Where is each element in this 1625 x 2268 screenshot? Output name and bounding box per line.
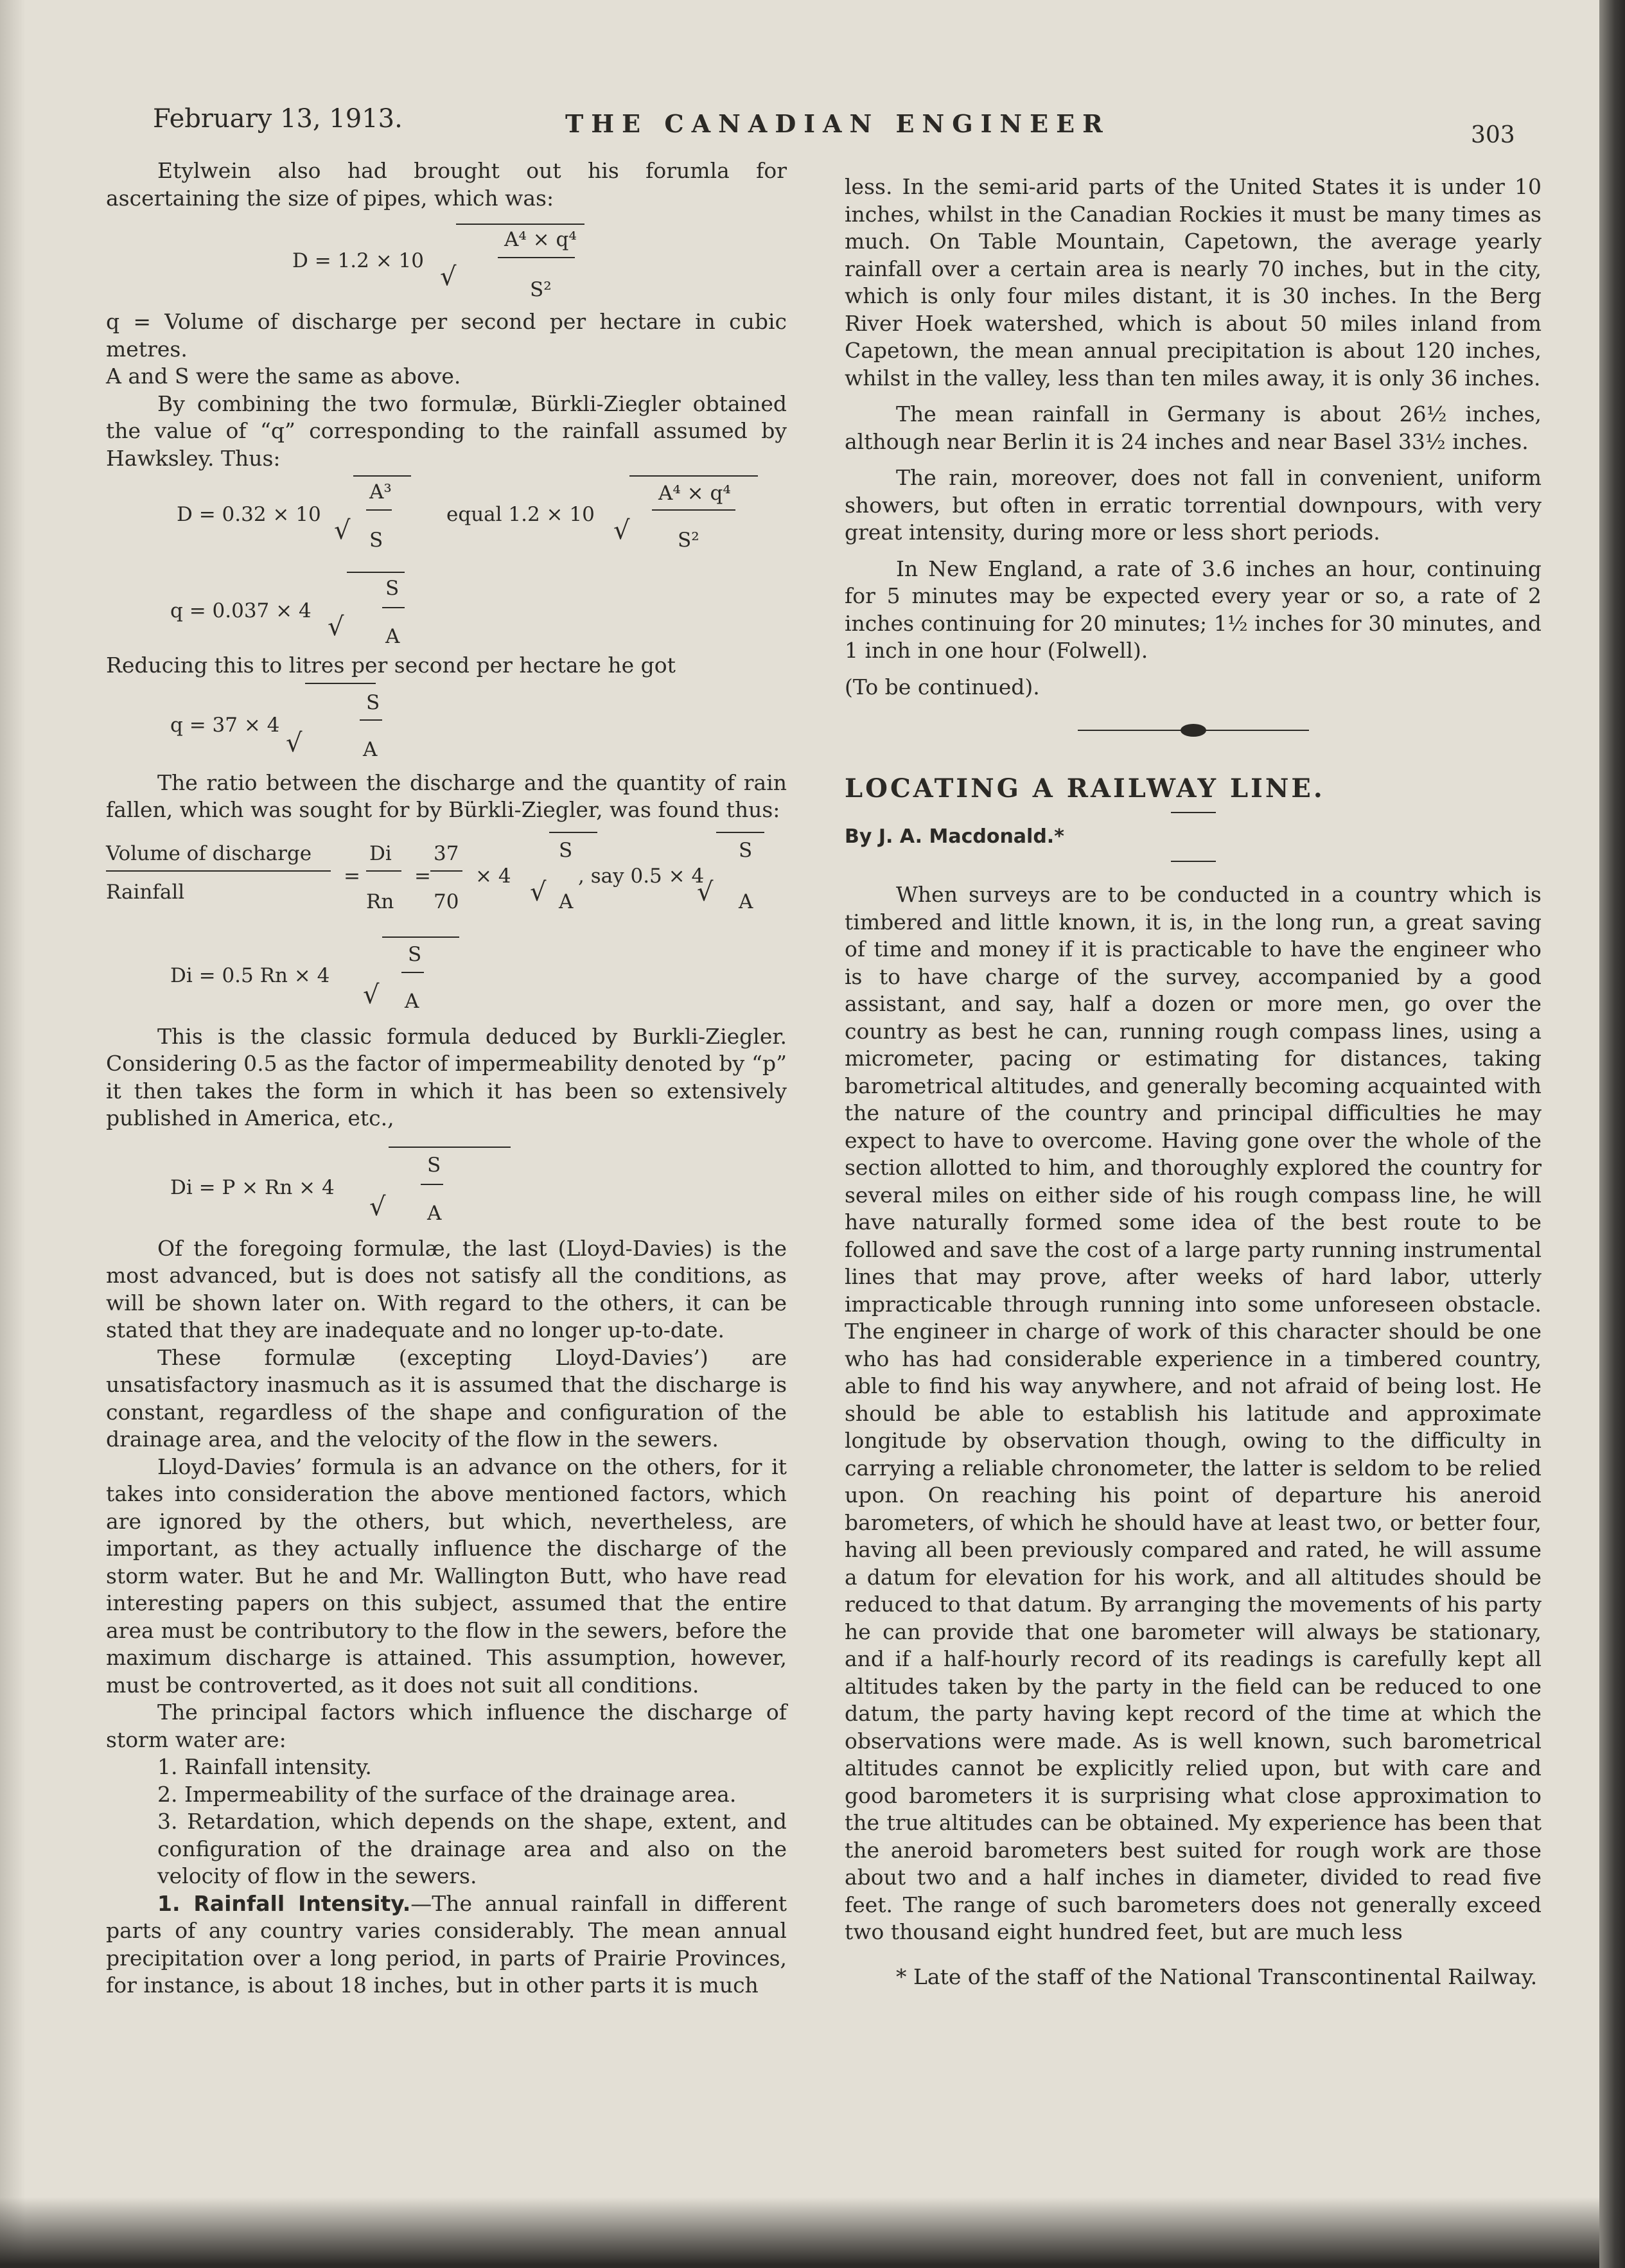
radical-bar xyxy=(629,475,758,477)
paragraph: Reducing this to litres per second per hectare he got xyxy=(106,653,676,678)
formula-denominator: A xyxy=(427,1201,442,1225)
formula-di-p xyxy=(106,1132,787,1235)
formula-S: S xyxy=(559,838,573,862)
to-be-continued: (To be continued). xyxy=(845,674,1040,699)
formula-lhs: D = 1.2 × 10 xyxy=(292,249,424,272)
section-heading: 1. Rainfall Intensity. xyxy=(157,1890,411,1916)
journal-title: THE CANADIAN ENGINEER xyxy=(565,109,1111,138)
formula-lhs: q = 37 × 4 xyxy=(170,713,280,737)
paragraph: The principal factors which influence the discharge of storm water are: xyxy=(106,1700,787,1752)
paragraph: q = Volume of discharge per second per hectare in cubic metres. xyxy=(106,309,787,362)
radical-bar xyxy=(456,224,584,225)
fraction-bar xyxy=(652,509,735,511)
radical-bar xyxy=(347,572,405,573)
paragraph: This is the classic formula deduced by Burkli-Ziegler. Considering 0.5 as the factor of impermeability denoted by “p” it then takes the form in which it has been so extensively published in America, etc., xyxy=(106,1023,787,1130)
formula-denominator: S² xyxy=(678,529,699,552)
fraction-bar xyxy=(106,870,331,872)
root-sign: √ xyxy=(328,612,344,642)
fraction-bar xyxy=(498,257,575,258)
formula-lhs: D = 0.32 × 10 xyxy=(177,503,321,526)
footnote: * Late of the staff of the National Transcontinental Railway. xyxy=(896,1964,1538,1989)
paragraph: The rain, moreover, does not fall in convenient, uniform showers, but often in erratic torrential downpours, with very great intensity, during more or less short periods. xyxy=(845,465,1542,545)
fraction-bar xyxy=(366,870,401,872)
formula-numerator: A⁴ × q⁴ xyxy=(658,482,731,505)
formula-rn: Rn xyxy=(366,890,394,913)
root-sign: √ xyxy=(286,728,303,758)
paragraph: By combining the two formulæ, Bürkli-Ziegler obtained the value of “q” corresponding to the rainfall assumed by Hawksley. Thus: xyxy=(106,391,787,471)
bottom-shadow xyxy=(0,2197,1599,2268)
list-item: 1. Rainfall intensity. xyxy=(157,1754,372,1779)
root-sign: √ xyxy=(334,516,351,545)
formula-times-4: × 4 xyxy=(475,864,511,888)
page-shadow xyxy=(0,0,26,2268)
paragraph: A and S were the same as above. xyxy=(106,364,461,389)
formula-denominator: S² xyxy=(530,278,552,301)
formula-say: , say 0.5 × 4 xyxy=(578,864,705,888)
article-title: LOCATING A RAILWAY LINE. xyxy=(845,773,1325,804)
paragraph: less. In the semi-arid parts of the United States it is under 10 inches, whilst in the Canadian Rockies it must be many times as much. On Table Mountain, Capetown, the average yearly rainfall over a certain area is nearly 70 inches, but in the city, which is only four miles distant, it is 30 inches. In the Berg River Hoek watershed, which is about 50 miles inland from Capetown, the mean annual precipitation is about 120 inches, whilst in the valley, less than ten miles away, it is only 36 inches. xyxy=(845,174,1542,391)
equals-sign: = xyxy=(344,864,360,888)
paragraph: The ratio between the discharge and the quantity of rain fallen, which was sought for by Bürkli-Ziegler, was found thus: xyxy=(106,769,787,822)
root-sign: √ xyxy=(530,877,547,907)
ornament-divider xyxy=(1078,724,1309,737)
formula-lhs: Di = 0.5 Rn × 4 xyxy=(170,963,330,987)
left-column xyxy=(106,157,787,2000)
formula-ratio xyxy=(106,824,787,933)
formula-numerator: A³ xyxy=(369,480,392,504)
formula-denominator: A xyxy=(363,737,378,761)
list-item: 3. Retardation, which depends on the shape, extent, and configuration of the drainage area and also on the velocity of flow in the sewers. xyxy=(157,1809,787,1888)
formula-numerator: S xyxy=(408,942,422,966)
right-column xyxy=(845,173,1542,1990)
formula-di: Di xyxy=(369,841,392,865)
formula-etylwein xyxy=(106,212,787,308)
fraction-bar xyxy=(360,719,382,721)
formula-di-half xyxy=(106,933,787,1023)
formula-70: 70 xyxy=(434,890,459,913)
byline: By J. A. Macdonald.* xyxy=(845,825,1064,848)
paragraph: Etylwein also had brought out his forumla for ascertaining the size of pipes, which was: xyxy=(106,158,787,211)
paragraph: These formulæ (excepting Lloyd-Davies’) are unsatisfactory inasmuch as it is assumed that the discharge is constant, regardless of the shape and configuration of the drainage area, and the velocity of the flow in the sewers. xyxy=(106,1344,787,1452)
formula-q-litres xyxy=(106,680,787,769)
radical-bar xyxy=(389,1147,511,1148)
formula-S: S xyxy=(739,838,753,862)
equals-sign: = xyxy=(414,864,431,888)
formula-denominator: A xyxy=(405,989,419,1013)
root-sign: √ xyxy=(613,516,630,545)
paragraph: When surveys are to be conducted in a country which is timbered and little known, it is, in the long run, a great saving of time and money if it is practicable to have the engineer who is to have charge of the survey, accompanied by a good assistant, and say, half a dozen or more men, go over the country as best he can, running rough compass lines, using a micrometer, pacing or estimating for distances, taking barometrical altitudes, and generally becoming acquainted with the nature of the country and principal difficulties he may expect to have to overcome. Having gone over the whole of the section allotted to him, and thoroughly explored the country for several miles on either side of his rough compass line, he will have naturally formed some idea of the best route to be followed and save the cost of a large party running instrumental lines that may prove, after weeks of hard labor, utterly impracticable through running into some unforeseen obstacle. The engineer in charge of work of this character should be one who has had considerable experience in a timbered country, able to find his way anywhere, and not afraid of being lost. He should be able to establish his latitude and approximate longitude by observation though, owing to the difficulty in carrying a reliable chronometer, the latter is seldom to be relied upon. On reaching his point of departure his aneroid barometers, of which he should have at least two, or better four, having all been previously compared and rated, he will assume a datum for elevation for his work, and all altitudes should be reduced to that datum. By arranging the movements of his party he can provide that one barometer will always be stationary, and if a half-hourly record of its readings is carefully kept all altitudes taken by the party in the field can be reduced to one datum, the party having kept record of the time at which the observations were made. As is well known, such barometrical altitudes cannot be explicitly relied upon, but with care and good barometers it is surprising what close approximation to the true altitudes can be obtained. My experience has been that the aneroid barometers best suited for rough work are those about two and a half inches in diameter, divided to read five feet. The range of such barometers does not generally exceed two thousand eight hundred feet, but are much less xyxy=(845,882,1542,1944)
paragraph: In New England, a rate of 3.6 inches an hour, continuing for 5 minutes may be expected every year or so, a rate of 2 inches continuing for 20 minutes; 1½ inches for 30 minutes, and 1 inch in one hour (Folwell). xyxy=(845,556,1542,663)
fraction-bar xyxy=(366,509,392,511)
root-sign: √ xyxy=(697,877,714,907)
formula-numerator: S xyxy=(385,577,400,600)
list-item: 2. Impermeability of the surface of the drainage area. xyxy=(157,1781,737,1807)
formula-numerator: S xyxy=(427,1153,441,1177)
fraction-bar xyxy=(430,870,462,872)
factor-list xyxy=(106,1754,787,1890)
radical-bar xyxy=(716,832,764,833)
page-number: 303 xyxy=(1471,122,1515,148)
paragraph: Lloyd-Davies’ formula is an advance on the others, for it takes into consideration the above mentioned factors, which are ignored by the others, but which, nevertheless, are important, as they actually influence the discharge of the storm water. But he and Mr. Wallington Butt, who have read interesting papers on this subject, assumed that the entire area must be contributory to the flow in the sewers, before the maximum discharge is attained. This assumption, however, must be controverted, as it does not suit all conditions. xyxy=(106,1454,787,1698)
paragraph: Of the foregoing formulæ, the last (Lloyd-Davies) is the most advanced, but is does not satisfy all the conditions, as will be shown later on. With regard to the others, it can be stated that they are inadequate and no longer up-to-date. xyxy=(106,1235,787,1342)
fraction-bar xyxy=(401,972,424,973)
formula-A: A xyxy=(739,890,753,913)
root-sign: √ xyxy=(363,980,380,1010)
formula-middle: equal 1.2 × 10 xyxy=(446,503,595,526)
formula-lhs: q = 0.037 × 4 xyxy=(170,599,312,622)
formula-numerator: A⁴ × q⁴ xyxy=(504,228,577,251)
paragraph-text: —The annual rainfall in different parts of any country varies considerably. The mean annual precipitation over a long period, in parts of Prairie Provinces, for instance, is about 18 inches, but in other parts it is much xyxy=(106,1890,787,1998)
formula-q xyxy=(106,568,787,652)
formula-denominator: S xyxy=(369,529,383,552)
root-sign: √ xyxy=(440,262,457,292)
formula-37: 37 xyxy=(434,841,459,865)
book-spine xyxy=(1599,0,1625,2268)
fraction-bar xyxy=(382,607,405,608)
radical-bar xyxy=(549,832,597,833)
formula-combined xyxy=(106,472,787,568)
formula-denominator: A xyxy=(385,625,400,648)
formula-numerator: S xyxy=(366,690,380,714)
issue-date: February 13, 1913. xyxy=(153,104,403,134)
paragraph: The mean rainfall in Germany is about 26½ inches, although near Berlin it is 24 inches and near Basel 33½ inches. xyxy=(845,401,1542,454)
ratio-denominator: Rainfall xyxy=(106,880,185,904)
radical-bar xyxy=(382,936,459,938)
radical-bar xyxy=(305,683,376,684)
root-sign: √ xyxy=(369,1191,386,1222)
formula-A: A xyxy=(559,890,574,913)
ratio-numerator: Volume of discharge xyxy=(106,841,312,865)
paragraph xyxy=(106,1890,787,2000)
radical-bar xyxy=(353,475,411,477)
formula-lhs: Di = P × Rn × 4 xyxy=(170,1175,335,1199)
fraction-bar xyxy=(421,1184,443,1185)
